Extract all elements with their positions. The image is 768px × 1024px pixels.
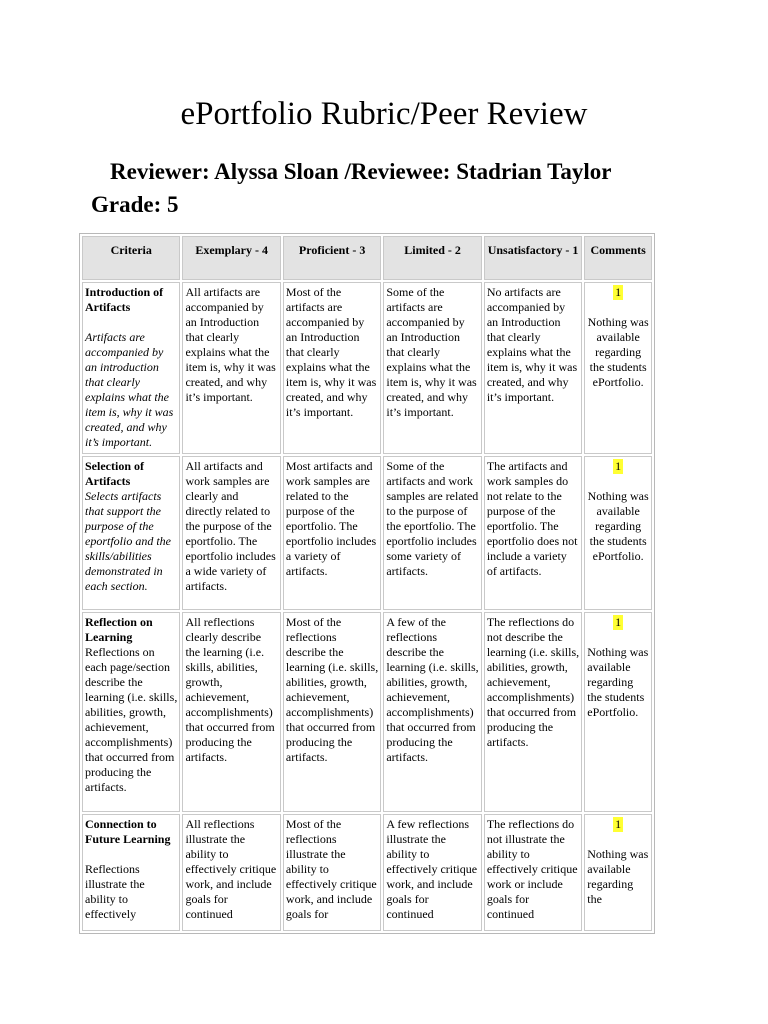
score-badge: 1 — [615, 817, 622, 831]
score-badge: 1 — [615, 615, 622, 629]
limited-cell: Some of the artifacts are accompanied by an Introduction that clearly explains what the item is, why it was created, and why it’s important. — [383, 282, 481, 454]
grade-line: Grade: 5 — [91, 192, 179, 217]
criteria-description: Selects artifacts that support the purpose of the eportfolio and the skills/abilities demonstrated in each section. — [85, 489, 171, 593]
table-header-row — [82, 236, 652, 280]
column-header-exemplary: Exemplary - 4 — [182, 236, 280, 280]
criteria-description: Artifacts are accompanied by an introduction that clearly explains what the item is, why it was created, and why it’s important. — [85, 330, 174, 449]
exemplary-cell: All artifacts and work samples are clearly and directly related to the purpose of the eportfolio. The eportfolio includes a wide variety of artifacts. — [182, 456, 280, 610]
criteria-cell — [82, 814, 180, 931]
unsatisfactory-cell: The reflections do not describe the learning (i.e. skills, abilities, growth, achievement, accomplishments) that occurred from producing the artifacts. — [484, 612, 582, 812]
comments-cell — [584, 456, 652, 610]
score-badge: 1 — [615, 285, 622, 299]
proficient-cell: Most of the reflections illustrate the ability to effectively critique work, and include goals for — [283, 814, 381, 931]
criteria-cell — [82, 456, 180, 610]
table-row — [82, 456, 652, 610]
column-header-comments: Comments — [584, 236, 652, 280]
proficient-cell: Most artifacts and work samples are related to the purpose of the eportfolio. The eportfolio includes a variety of artifacts. — [283, 456, 381, 610]
exemplary-cell: All artifacts are accompanied by an Introduction that clearly explains what the item is, why it was created, and why it’s important. — [182, 282, 280, 454]
column-header-proficient: Proficient - 3 — [283, 236, 381, 280]
column-header-limited: Limited - 2 — [383, 236, 481, 280]
criteria-description: Reflections illustrate the ability to effectively — [85, 862, 145, 921]
proficient-cell: Most of the reflections describe the learning (i.e. skills, abilities, growth, achievement, accomplishments) that occurred from producing the artifacts. — [283, 612, 381, 812]
unsatisfactory-cell: The reflections do not illustrate the ability to effectively critique work or include goals for continued — [484, 814, 582, 931]
reviewer-line: Reviewer: Alyssa Sloan /Reviewee: Stadrian Taylor — [110, 159, 612, 184]
table-row — [82, 612, 652, 812]
limited-cell: A few of the reflections describe the learning (i.e. skills, abilities, growth, achievement, accomplishments) that occurred from producing the artifacts. — [383, 612, 481, 812]
comment-text: Nothing was available regarding the students ePortfolio. — [587, 315, 649, 389]
column-header-criteria: Criteria — [82, 236, 180, 280]
rubric-table — [79, 233, 655, 934]
comment-text: Nothing was available regarding the — [587, 847, 649, 906]
comments-cell — [584, 612, 652, 812]
table-row — [82, 282, 652, 454]
column-header-unsatisfactory: Unsatisfactory - 1 — [484, 236, 582, 280]
table-row — [82, 814, 652, 931]
comment-text: Nothing was available regarding the students ePortfolio. — [587, 489, 649, 563]
unsatisfactory-cell: The artifacts and work samples do not relate to the purpose of the eportfolio. The eportfolio does not include a variety of artifacts. — [484, 456, 582, 610]
exemplary-cell: All reflections clearly describe the learning (i.e. skills, abilities, growth, achievement, accomplishments) that occurred from producing the artifacts. — [182, 612, 280, 812]
criteria-title: Reflection on Learning — [85, 615, 153, 644]
exemplary-cell: All reflections illustrate the ability to effectively critique work, and include goals for continued — [182, 814, 280, 931]
criteria-cell — [82, 612, 180, 812]
criteria-title: Introduction of Artifacts — [85, 285, 164, 314]
score-badge: 1 — [615, 459, 622, 473]
comment-text: Nothing was available regarding the students ePortfolio. — [587, 645, 649, 719]
criteria-title: Connection to Future Learning — [85, 817, 171, 846]
limited-cell: A few reflections illustrate the ability to effectively critique work, and include goals for continued — [383, 814, 481, 931]
comments-cell — [584, 282, 652, 454]
unsatisfactory-cell: No artifacts are accompanied by an Introduction that clearly explains what the item is, why it was created, and why it’s important. — [484, 282, 582, 454]
proficient-cell: Most of the artifacts are accompanied by an Introduction that clearly explains what the item is, why it was created, and why it’s important. — [283, 282, 381, 454]
criteria-title: Selection of Artifacts — [85, 459, 144, 488]
criteria-cell — [82, 282, 180, 454]
limited-cell: Some of the artifacts and work samples are related to the purpose of the eportfolio. The eportfolio includes some variety of artifacts. — [383, 456, 481, 610]
comments-cell — [584, 814, 652, 931]
criteria-description: Reflections on each page/section describe the learning (i.e. skills, abilities, growth, achievement, accomplishments) that occurred from producing the artifacts. — [85, 645, 178, 794]
page-title: ePortfolio Rubric/Peer Review — [180, 96, 588, 132]
